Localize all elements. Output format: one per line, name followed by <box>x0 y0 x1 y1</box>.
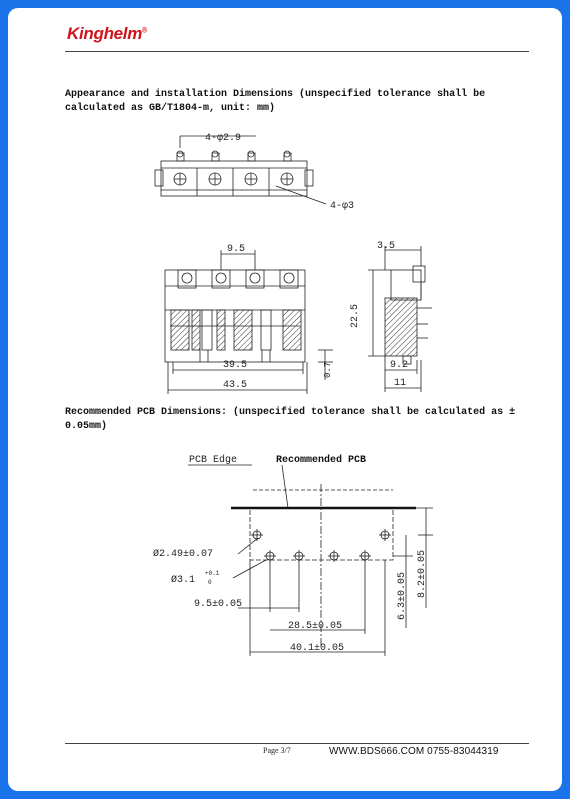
section-title-pcb: Recommended PCB Dimensions: (unspecified tolerance shall be calculated as ± 0.05mm) <box>65 407 516 432</box>
datasheet-page <box>8 8 562 791</box>
registered-mark: ® <box>142 27 147 35</box>
pcb-diameter-tol-up: +0.1 <box>205 570 220 577</box>
pcb-diameter-large-label: Ø3.1 <box>171 575 196 586</box>
front-inner-length-label: 39.5 <box>223 360 248 371</box>
pcb-edge-label: PCB Edge <box>189 455 238 466</box>
front-overall-length-label: 43.5 <box>223 380 248 391</box>
pcb-diameter-small-label: Ø2.49±0.07 <box>153 549 214 560</box>
pcb-vertical-dim-1: 6.3±0.05 <box>397 571 408 620</box>
recommended-pcb-label: Recommended PCB <box>276 455 367 466</box>
pcb-vertical-dim-2: 8.2±0.05 <box>417 549 428 598</box>
footer-contact: WWW.BDS666.COM 0755-83044319 <box>329 746 499 757</box>
side-height-label: 22.5 <box>350 303 361 328</box>
front-pitch-label: 9.5 <box>227 244 246 255</box>
pcb-width-label: 40.1±0.05 <box>290 643 345 654</box>
brand-name: Kinghelm <box>67 24 143 43</box>
dimension-drawings <box>8 8 562 791</box>
front-pin-offset-label: 0.7 <box>323 361 333 378</box>
pcb-diameter-tol-down: 0 <box>208 579 212 586</box>
pcb-span-label: 28.5±0.05 <box>288 621 343 632</box>
front-view-drawing <box>165 250 333 394</box>
footer-divider <box>65 743 529 744</box>
pcb-pitch-label: 9.5±0.05 <box>194 599 243 610</box>
side-total-depth-label: 11 <box>394 378 407 389</box>
top-hole-small-label: 4-φ2.9 <box>205 133 242 144</box>
page-number: Page 3/7 <box>263 746 291 755</box>
section-title-dimensions: Appearance and installation Dimensions (unspecified tolerance shall be calculated as GB/T1804-m, unit: mm) <box>65 89 486 114</box>
side-top-depth-label: 3.5 <box>377 241 396 252</box>
top-view-drawing <box>155 136 326 204</box>
side-body-depth-label: 9.2 <box>390 360 409 371</box>
top-hole-large-label: 4-φ3 <box>330 201 355 212</box>
